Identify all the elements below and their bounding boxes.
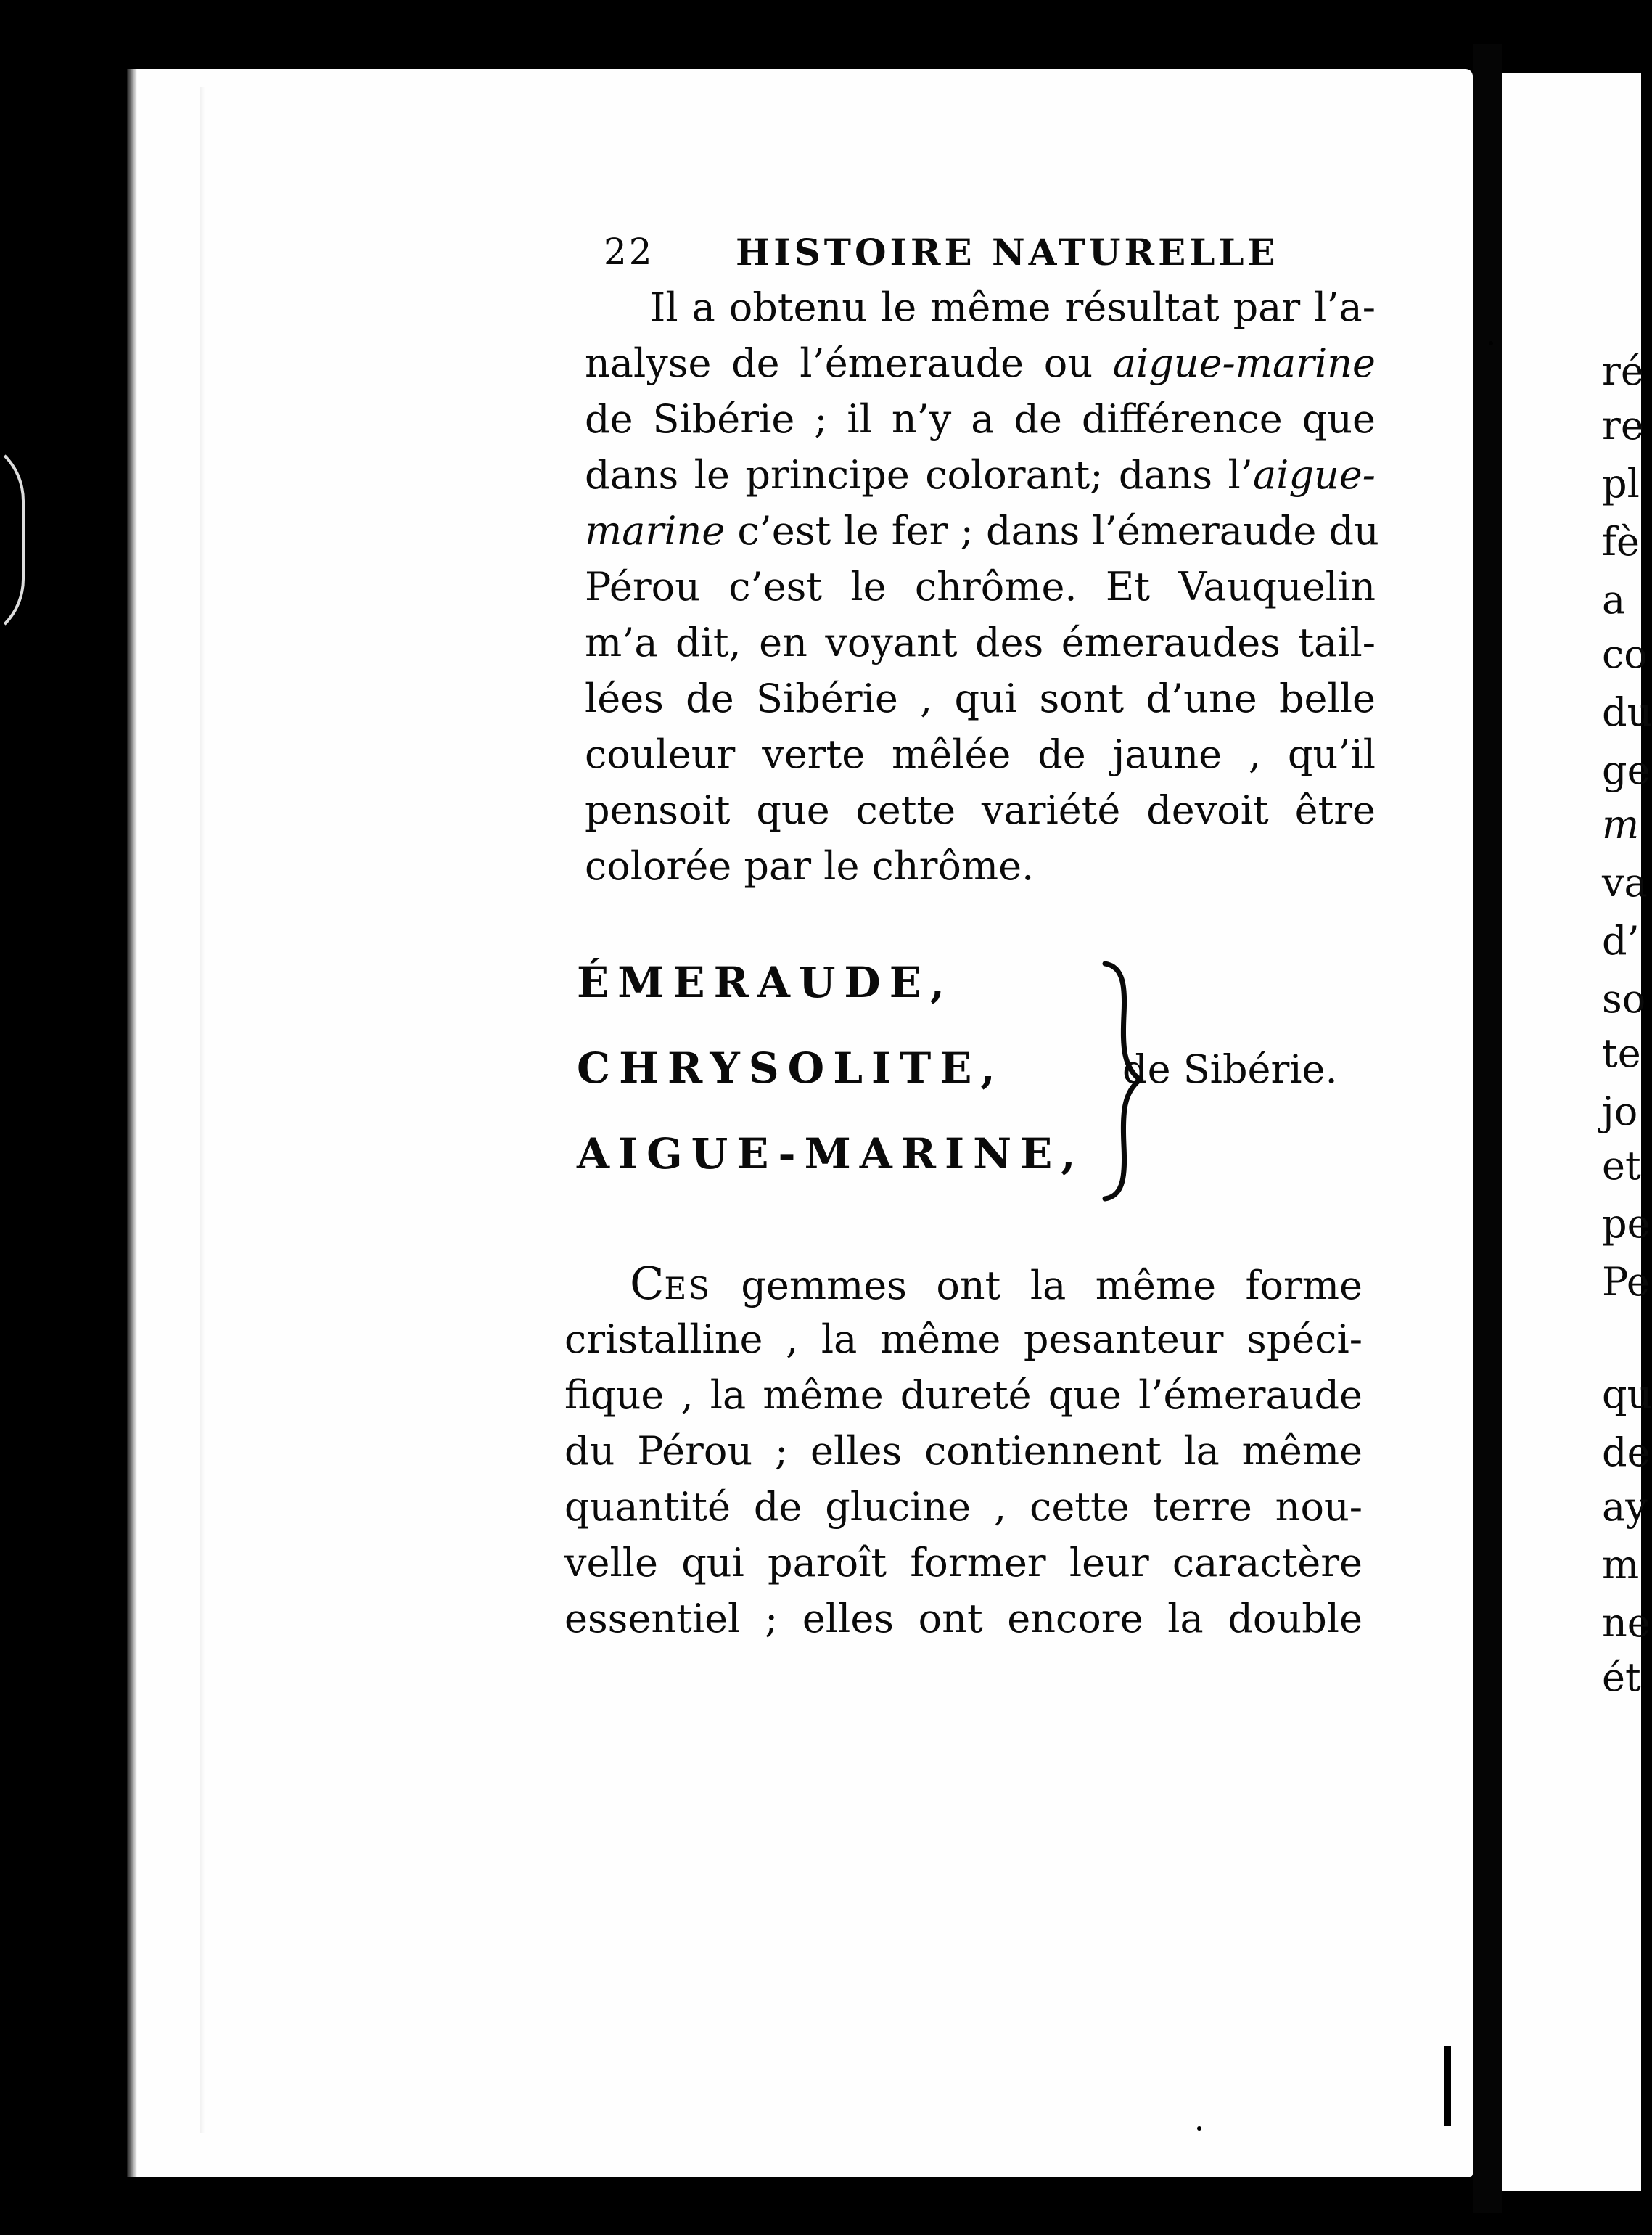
facing-page-fragment: ay xyxy=(1602,1484,1648,1530)
page-fold xyxy=(200,87,205,2133)
facing-page-fragment: Pe xyxy=(1602,1259,1650,1305)
facing-page-fragment: fè xyxy=(1602,519,1640,565)
facing-page-fragment: ét xyxy=(1602,1654,1641,1700)
text-line: fique , la même dureté que l’émeraude xyxy=(564,1372,1363,1418)
text-run: c’est le fer ; dans l’émeraude du xyxy=(725,508,1379,554)
text-line: colorée par le chrôme. xyxy=(585,843,1035,889)
text-line: pensoit que cette variété devoit être xyxy=(585,787,1376,833)
text-line: Pérou c’est le chrôme. Et Vauquelin xyxy=(585,564,1376,610)
facing-page-fragment: m xyxy=(1602,1542,1640,1588)
text-line: Il a obtenu le même résultat par l’a- xyxy=(650,284,1376,330)
page-number: 22 xyxy=(604,231,654,273)
italic-term: marine xyxy=(585,508,726,554)
facing-page-fragment: co xyxy=(1602,631,1648,677)
facing-page-fragment: qu xyxy=(1602,1371,1652,1417)
facing-page-fragment: d’ xyxy=(1602,918,1640,964)
paragraph-2 xyxy=(564,1255,1363,1646)
small-caps: ES xyxy=(664,1271,712,1306)
italic-term: aigue- xyxy=(1252,452,1376,498)
gem-name: AIGUE-MARINE, xyxy=(577,1129,1085,1178)
facing-page-fragment: ré xyxy=(1602,348,1644,394)
paragraph-1 xyxy=(585,279,1379,894)
text-line xyxy=(585,447,1376,503)
gem-name: ÉMERAUDE, xyxy=(577,958,954,1007)
text-line: essentiel ; elles ont encore la double xyxy=(564,1596,1363,1641)
text-line: quantité de glucine , cette terre nou- xyxy=(564,1484,1363,1530)
ink-speck xyxy=(1489,341,1493,345)
facing-page-fragment: pl xyxy=(1602,461,1640,507)
text-line: lées de Sibérie , qui sont d’une belle xyxy=(585,676,1376,721)
ink-speck xyxy=(1197,2126,1201,2131)
text-line: velle qui paroît former leur caractère xyxy=(564,1540,1363,1586)
text-line xyxy=(564,1255,1363,1311)
text-run: dans le principe colorant; dans l’ xyxy=(585,452,1253,498)
facing-page-fragment: ne xyxy=(1602,1600,1651,1646)
brace-label: de Sibérie. xyxy=(1122,1046,1338,1092)
page-edge-shadow xyxy=(127,69,137,2177)
facing-page-fragment: jo xyxy=(1602,1088,1638,1134)
text-run: nalyse de l’émeraude ou xyxy=(585,340,1113,386)
facing-page-fragment: et xyxy=(1602,1143,1641,1189)
facing-page-fragment: de xyxy=(1602,1430,1651,1475)
gem-name: CHRYSOLITE, xyxy=(577,1043,1004,1093)
gem-list xyxy=(577,958,1389,1205)
book-gutter xyxy=(1473,44,1502,2213)
text-line: couleur verte mêlée de jaune , qu’il xyxy=(585,731,1376,777)
facing-page-fragment: pe xyxy=(1602,1201,1651,1247)
italic-term: aigue-marine xyxy=(1112,340,1376,386)
facing-page-fragment: va xyxy=(1602,860,1648,906)
text-line: de Sibérie ; il n’y a de différence que xyxy=(585,396,1376,442)
facing-page-fragment: ge xyxy=(1602,747,1651,793)
facing-page-fragment: a xyxy=(1602,577,1626,623)
text-line: m’a dit, en voyant des émeraudes tail- xyxy=(585,620,1376,665)
facing-page-fragment: te xyxy=(1602,1030,1641,1076)
text-line xyxy=(585,503,1379,559)
running-head xyxy=(604,231,1279,274)
facing-page-fragment: so xyxy=(1602,976,1646,1022)
initial-capital: C xyxy=(630,1257,665,1310)
facing-page-fragment: re xyxy=(1602,403,1644,448)
binding-mark xyxy=(1444,2046,1451,2126)
running-title: HISTOIRE NATURELLE xyxy=(736,231,1279,274)
facing-page-fragment: m xyxy=(1602,802,1640,848)
text-run: gemmes ont la même forme xyxy=(711,1263,1363,1308)
text-line: du Pérou ; elles contiennent la même xyxy=(564,1428,1363,1474)
text-line: cristalline , la même pesanteur spéci- xyxy=(564,1316,1363,1362)
facing-page-fragment: du xyxy=(1602,689,1652,735)
text-line xyxy=(585,335,1376,391)
